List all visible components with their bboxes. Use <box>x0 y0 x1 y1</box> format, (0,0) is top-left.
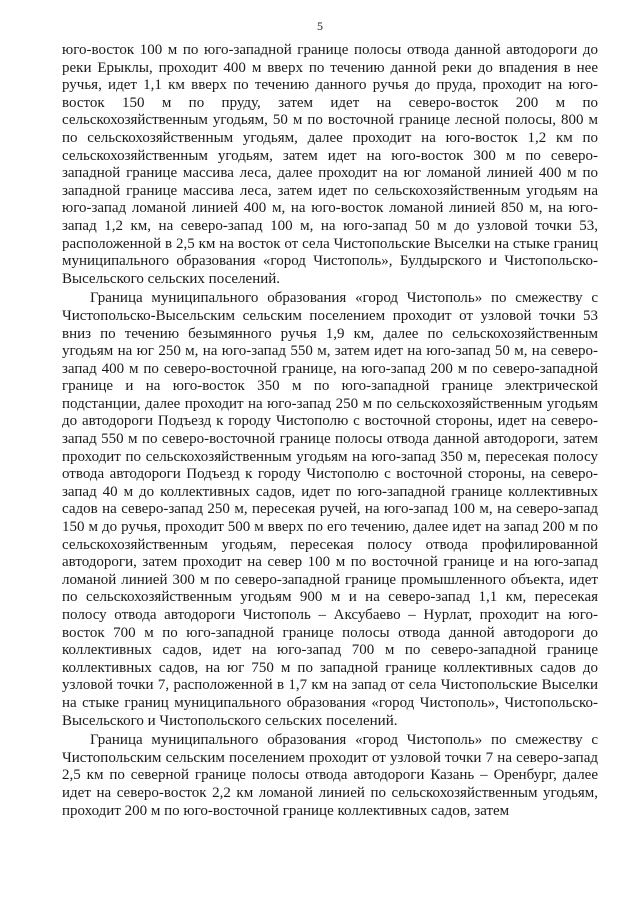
paragraph-continuation: юго-восток 100 м по юго-западной границе полосы отвода данной автодороги до реки Ерыклы, проходит 400 м вверх по течению данной реки до впадения в нее ручья, идет 1,1 км вверх по течению данного ручья до пруда, проходит на юго-восток 150 м по пруду, затем идет на северо-восток 200 м по сельскохозяйственным угодьям, 50 м по восточной границе лесной полосы, 800 м по сельскохозяйственным угодьям, далее проходит на юго-восток 1,2 км по сельскохозяйственным угодьям, затем идет на юго-восток 300 м по северо-западной границе массива леса, далее проходит на юг ломаной линией 400 м по западной границе массива леса, затем идет по сельскохозяйственным угодьям на юго-запад ломаной линией 400 м, на юго-восток ломаной линией 850 м, на юго-запад 1,2 км, на северо-запад 100 м, на юго-запад 50 м до узловой точки 53, расположенной в 2,5 км на восток от села Чистопольские Выселки на стыке границ муниципального образования «город Чистополь», Булдырского и Чистопольско-Высельского сельских поселений. <box>62 42 598 287</box>
document-body <box>62 42 598 820</box>
paragraph-boundary-vyselki: Граница муниципального образования «город Чистополь» по смежеству с Чистопольско-Высельским сельским поселением проходит от узловой точки 53 вниз по течению безымянного ручья 1,9 км, далее по сельскохозяйственным угодьям на юг 250 м, на юго-запад 550 м, затем идет на юго-запад 50 м, на северо-запад 400 м по северо-восточной границе, на юго-запад 200 м по северо-западной границе и на юго-восток 350 м по юго-западной границе электрической подстанции, далее проходит на юго-запад 250 м по сельскохозяйственным угодьям до автодороги Подъезд к городу Чистополю с восточной стороны, идет на северо-запад 550 м по северо-восточной границе полосы отвода данной автодороги, затем проходит по сельскохозяйственным угодьям на юго-запад 350 м, пересекая полосу отвода автодороги Подъезд к городу Чистополю с восточной стороны, на северо-запад 40 м до коллективных садов, идет по юго-западной границе коллективных садов на северо-запад 250 м, пересекая ручей, на юго-запад 100 м, на северо-запад 150 м до ручья, проходит 500 м вверх по его течению, далее идет на запад 200 м по сельскохозяйственным угодьям, пересекая полосу отвода профилированной автодороги, затем проходит на север 100 м по восточной границе и на юго-запад ломаной линией 300 м по северо-западной границе промышленного объекта, идет по сельскохозяйственным угодьям 900 м и на северо-запад 1,1 км, пересекая полосу отвода автодороги Чистополь – Аксубаево – Нурлат, проходит на юго-восток 700 м по юго-западной границе полосы отвода данной автодороги до коллективных садов, идет на юго-запад 700 м по северо-западной границе коллективных садов, на юг 750 м по западной границе коллективных садов до узловой точки 7, расположенной в 1,7 км на запад от села Чистопольские Выселки на стыке границ муниципального образования «город Чистополь», Чистопольско-Высельского и Чистопольского сельских поселений. <box>62 290 598 729</box>
page-number: 5 <box>317 19 323 33</box>
paragraph-boundary-chistopol-rural: Граница муниципального образования «город Чистополь» по смежеству с Чистопольским сельским поселением проходит от узловой точки 7 на северо-запад 2,5 км по северной границе полосы отвода автодороги Казань – Оренбург, далее идет на северо-восток 2,2 км ломаной линией по сельскохозяйственным угодьям, проходит 200 м по юго-восточной границе коллективных садов, затем <box>62 732 598 819</box>
